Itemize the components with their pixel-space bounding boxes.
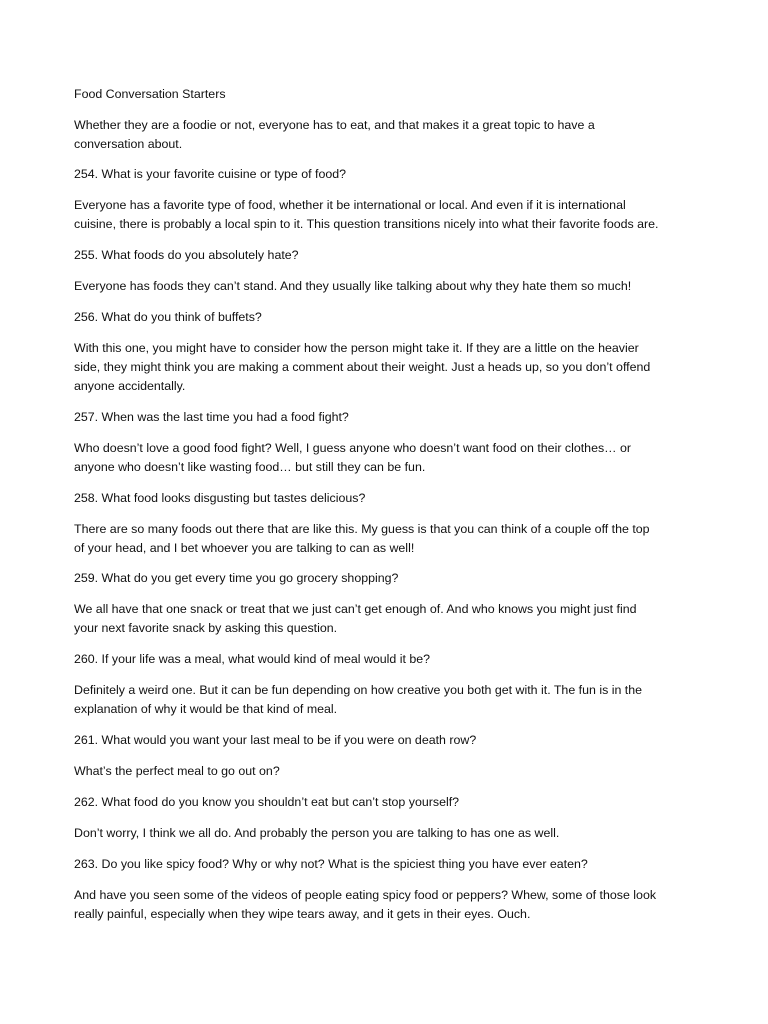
question-259: 259. What do you get every time you go grocery shopping? [74,571,399,585]
answer-258-line-2: of your head, and I bet whoever you are talking to can as well! [74,541,415,555]
question-255: 255. What foods do you absolutely hate? [74,248,299,262]
answer-255-line-1: Everyone has foods they can’t stand. And they usually like talking about why they hate them so much! [74,279,632,293]
answer-254-line-2: cuisine, there is probably a local spin to it. This question transitions nicely into what their favorite foods are. [74,217,659,231]
question-260: 260. If your life was a meal, what would kind of meal would it be? [74,652,431,666]
answer-260-line-1: Definitely a weird one. But it can be fun depending on how creative you both get with it. The fun is in the [74,683,643,697]
answer-262-line-1: Don’t worry, I think we all do. And probably the person you are talking to has one as well. [74,826,560,840]
answer-259-line-1: We all have that one snack or treat that we just can’t get enough of. And who knows you might just find [74,602,637,616]
question-258: 258. What food looks disgusting but tastes delicious? [74,491,366,505]
document-title: Food Conversation Starters [74,87,226,101]
answer-257-line-1: Who doesn’t love a good food fight? Well, I guess anyone who doesn’t want food on their clothes… or [74,441,632,455]
intro-line-1: Whether they are a foodie or not, everyone has to eat, and that makes it a great topic to have a [74,118,595,132]
question-254: 254. What is your favorite cuisine or type of food? [74,167,347,181]
answer-254-line-1: Everyone has a favorite type of food, whether it be international or local. And even if it is international [74,198,626,212]
answer-260-line-2: explanation of why it would be that kind of meal. [74,702,338,716]
question-262: 262. What food do you know you shouldn’t eat but can’t stop yourself? [74,795,460,809]
answer-256-line-3: anyone accidentally. [74,379,186,393]
question-257: 257. When was the last time you had a food fight? [74,410,349,424]
answer-263-line-1: And have you seen some of the videos of people eating spicy food or peppers? Whew, some of those look [74,888,657,902]
answer-259-line-2: your next favorite snack by asking this question. [74,621,338,635]
question-256: 256. What do you think of buffets? [74,310,262,324]
question-263: 263. Do you like spicy food? Why or why not? What is the spiciest thing you have ever eaten? [74,857,588,871]
answer-257-line-2: anyone who doesn’t like wasting food… but still they can be fun. [74,460,426,474]
answer-256-line-2: side, they might think you are making a comment about their weight. Just a heads up, so you don’t offend [74,360,651,374]
answer-261-line-1: What’s the perfect meal to go out on? [74,764,280,778]
answer-256-line-1: With this one, you might have to consider how the person might take it. If they are a little on the heavier [74,341,639,355]
answer-263-line-2: really painful, especially when they wipe tears away, and it gets in their eyes. Ouch. [74,907,531,921]
intro-line-2: conversation about. [74,137,183,151]
answer-258-line-1: There are so many foods out there that are like this. My guess is that you can think of a couple off the top [74,522,650,536]
question-261: 261. What would you want your last meal to be if you were on death row? [74,733,477,747]
